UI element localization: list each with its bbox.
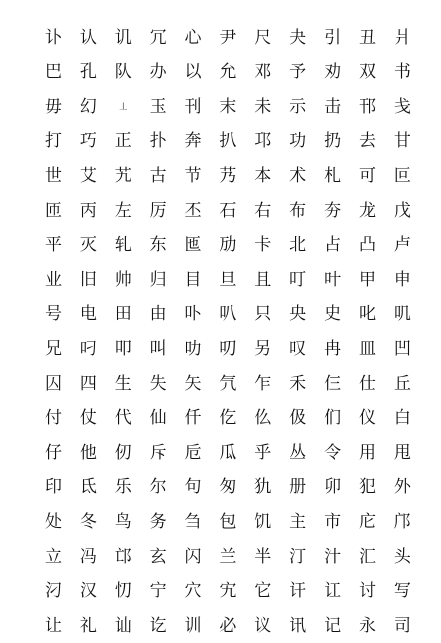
character-cell: 归 [149,269,167,290]
character-cell: 邓 [254,62,272,83]
character-cell: 冯 [79,546,97,567]
character-cell: 礼 [79,615,97,636]
character-cell: 白 [393,408,411,429]
character-cell: 申 [393,269,411,290]
character-cell: 平 [44,235,62,256]
character-cell: 叵 [393,165,411,186]
character-cell: 扒 [219,131,237,152]
character-cell: 叹 [289,338,307,359]
character-cell: 叽 [393,304,411,325]
character-cell: 戊 [393,200,411,221]
character-cell: 劝 [324,62,342,83]
character-cell: 邗 [358,96,376,117]
character-cell: 瓜 [219,442,237,463]
character-cell: 汈 [44,581,62,602]
character-cell: 巧 [79,131,97,152]
character-cell: 凸 [358,235,376,256]
character-cell: 丘 [393,373,411,394]
character-cell: 旦 [219,269,237,290]
character-cell: 皿 [358,338,376,359]
character-cell: 世 [44,165,62,186]
character-cell: 乎 [254,442,272,463]
character-cell: 打 [44,131,62,152]
character-cell: 功 [289,131,307,152]
character-cell: 劢 [219,235,237,256]
character-cell: 巴 [44,62,62,83]
character-cell: 汇 [358,546,376,567]
character-cell: 议 [254,615,272,636]
character-cell: 央 [289,304,307,325]
character-row [36,21,420,55]
character-cell: 仡 [219,408,237,429]
character-row [36,332,420,366]
character-cell: 艿 [219,165,237,186]
character-cell: 汁 [324,546,342,567]
character-row [36,402,420,436]
character-cell: 叶 [324,269,342,290]
character-cell: 卮 [184,442,202,463]
character-cell: 司 [393,615,411,636]
character-cell: 丄 [119,102,128,112]
character-row [36,609,420,643]
character-cell: 凹 [393,338,411,359]
character-cell: 扑 [149,131,167,152]
character-cell: 写 [393,581,411,602]
character-cell: 讣 [44,27,62,48]
character-cell: 丙 [79,200,97,221]
character-row [36,367,420,401]
character-cell: 句 [184,477,202,498]
character-cell: 生 [114,373,132,394]
character-cell: 丕 [184,200,202,221]
character-cell: 正 [114,131,132,152]
character-row [36,575,420,609]
character-cell: 扔 [324,131,342,152]
character-cell: 叻 [184,338,202,359]
character-cell: 邛 [254,131,272,152]
character-cell: 古 [149,165,167,186]
character-cell: 四 [79,373,97,394]
character-cell: 龙 [358,200,376,221]
character-cell: 鸟 [114,511,132,532]
character-cell: 丛 [289,442,307,463]
character-cell: 爿 [393,27,411,48]
character-cell: 另 [254,338,272,359]
character-cell: 甲 [358,269,376,290]
character-cell: 帅 [114,269,132,290]
character-cell: 矢 [184,373,202,394]
character-cell: 氐 [79,477,97,498]
character-cell: 双 [358,62,376,83]
character-cell: 认 [79,27,97,48]
character-cell: 叼 [79,338,97,359]
character-cell: 东 [149,235,167,256]
character-cell: 夯 [324,200,342,221]
character-cell: 讧 [324,581,342,602]
character-cell: 叫 [149,338,167,359]
character-row [36,436,420,470]
character-cell: 末 [219,96,237,117]
character-cell: 引 [324,27,342,48]
character-cell: 仨 [324,373,342,394]
character-cell: 旧 [79,269,97,290]
character-cell: 心 [184,27,202,48]
character-cell: 仟 [184,408,202,429]
character-cell: 包 [219,511,237,532]
character-cell: 训 [184,615,202,636]
character-cell: 仗 [79,408,97,429]
character-cell: 艾 [79,165,97,186]
character-cell: 去 [358,131,376,152]
character-cell: 仙 [149,408,167,429]
character-cell: 击 [324,96,342,117]
character-cell: 讯 [289,615,307,636]
character-cell: 头 [393,546,411,567]
character-cell: 毋 [44,96,62,117]
character-cell: 叱 [358,304,376,325]
character-cell: 且 [254,269,272,290]
character-cell: 可 [358,165,376,186]
character-cell: 们 [324,408,342,429]
character-row [36,263,420,297]
character-cell: 乍 [254,373,272,394]
character-row [36,298,420,332]
character-cell: 冗 [149,27,167,48]
character-cell: 札 [324,165,342,186]
character-cell: 用 [358,442,376,463]
character-cell: 册 [289,477,307,498]
character-row [36,194,420,228]
character-cell: 令 [324,442,342,463]
character-cell: 仪 [358,408,376,429]
character-cell: 只 [254,304,272,325]
character-cell: 丑 [358,27,376,48]
character-cell: 夬 [289,27,307,48]
character-cell: 仕 [358,373,376,394]
character-cell: 北 [289,235,307,256]
character-cell: 以 [184,62,202,83]
character-row [36,540,420,574]
character-cell: 号 [44,304,62,325]
character-cell: 忉 [114,581,132,602]
character-cell: 立 [44,546,62,567]
character-cell: 甘 [393,131,411,152]
character-cell: 记 [324,615,342,636]
character-cell: 犰 [254,477,272,498]
character-cell: 犯 [358,477,376,498]
character-cell: 目 [184,269,202,290]
character-cell: 兄 [44,338,62,359]
character-cell: 允 [219,62,237,83]
character-cell: 术 [289,165,307,186]
character-cell: 叨 [219,338,237,359]
character-cell: 叩 [114,338,132,359]
character-cell: 主 [289,511,307,532]
character-cell: 尹 [219,27,237,48]
character-cell: 代 [114,408,132,429]
character-cell: 他 [79,442,97,463]
character-cell: 饥 [254,511,272,532]
character-cell: 失 [149,373,167,394]
character-cell: 艽 [114,165,132,186]
character-cell: 半 [254,546,272,567]
character-cell: 匜 [184,235,202,256]
character-cell: 史 [324,304,342,325]
character-cell: 队 [114,62,132,83]
character-cell: 占 [324,235,342,256]
character-row [36,505,420,539]
character-cell: 宄 [219,581,237,602]
character-cell: 它 [254,581,272,602]
character-cell: 卯 [324,477,342,498]
character-cell: 玄 [149,546,167,567]
character-cell: 叮 [289,269,307,290]
character-cell: 叭 [219,304,237,325]
character-row [36,90,420,124]
character-cell: 幻 [79,96,97,117]
character-row [36,159,420,193]
character-cell: 刊 [184,96,202,117]
character-cell: 讨 [358,581,376,602]
character-cell: 处 [44,511,62,532]
character-cell: 本 [254,165,272,186]
character-cell: 汀 [289,546,307,567]
character-cell: 电 [79,304,97,325]
character-cell: 冬 [79,511,97,532]
character-cell: 穴 [184,581,202,602]
character-cell: 邙 [114,546,132,567]
character-cell: 仔 [44,442,62,463]
character-cell: 卡 [254,235,272,256]
character-cell: 囚 [44,373,62,394]
character-cell: 轧 [114,235,132,256]
character-cell: 仞 [114,442,132,463]
character-cell: 戋 [393,96,411,117]
character-cell: 讪 [114,615,132,636]
character-cell: 兰 [219,546,237,567]
character-cell: 邝 [393,511,411,532]
character-row [36,471,420,505]
character-cell: 闪 [184,546,202,567]
character-cell: 禾 [289,373,307,394]
character-cell: 匆 [219,477,237,498]
character-cell: 让 [44,615,62,636]
character-cell: 厉 [149,200,167,221]
character-cell: 冉 [324,338,342,359]
character-row [36,56,420,90]
character-cell: 由 [149,304,167,325]
character-cell: 庀 [358,511,376,532]
character-cell: 斥 [149,442,167,463]
character-cell: 市 [324,511,342,532]
character-cell: 必 [219,615,237,636]
character-cell: 甩 [393,442,411,463]
character-cell: 卟 [184,304,202,325]
character-cell: 田 [114,304,132,325]
character-cell: 业 [44,269,62,290]
character-cell: 伋 [289,408,307,429]
character-row [36,125,420,159]
character-cell: 汉 [79,581,97,602]
character-cell: 讦 [289,581,307,602]
character-cell: 灭 [79,235,97,256]
character-cell: 办 [149,62,167,83]
character-cell: 布 [289,200,307,221]
character-cell: 刍 [184,511,202,532]
character-cell: 卢 [393,235,411,256]
character-cell: 付 [44,408,62,429]
character-row [36,229,420,263]
character-cell: 孔 [79,62,97,83]
character-cell: 奔 [184,131,202,152]
character-cell: 讫 [149,615,167,636]
character-cell: 永 [358,615,376,636]
character-cell: 氕 [219,373,237,394]
character-cell: 未 [254,96,272,117]
character-cell: 讥 [114,27,132,48]
character-cell: 乐 [114,477,132,498]
character-cell: 尺 [254,27,272,48]
character-cell: 匝 [44,200,62,221]
character-cell: 务 [149,511,167,532]
character-cell: 予 [289,62,307,83]
character-cell: 玉 [149,96,167,117]
character-cell: 石 [219,200,237,221]
character-cell: 节 [184,165,202,186]
character-cell: 书 [393,62,411,83]
character-cell: 左 [114,200,132,221]
character-cell: 印 [44,477,62,498]
character-cell: 宁 [149,581,167,602]
character-cell: 右 [254,200,272,221]
character-cell: 示 [289,96,307,117]
character-cell: 尔 [149,477,167,498]
character-cell: 仫 [254,408,272,429]
character-cell: 外 [393,477,411,498]
